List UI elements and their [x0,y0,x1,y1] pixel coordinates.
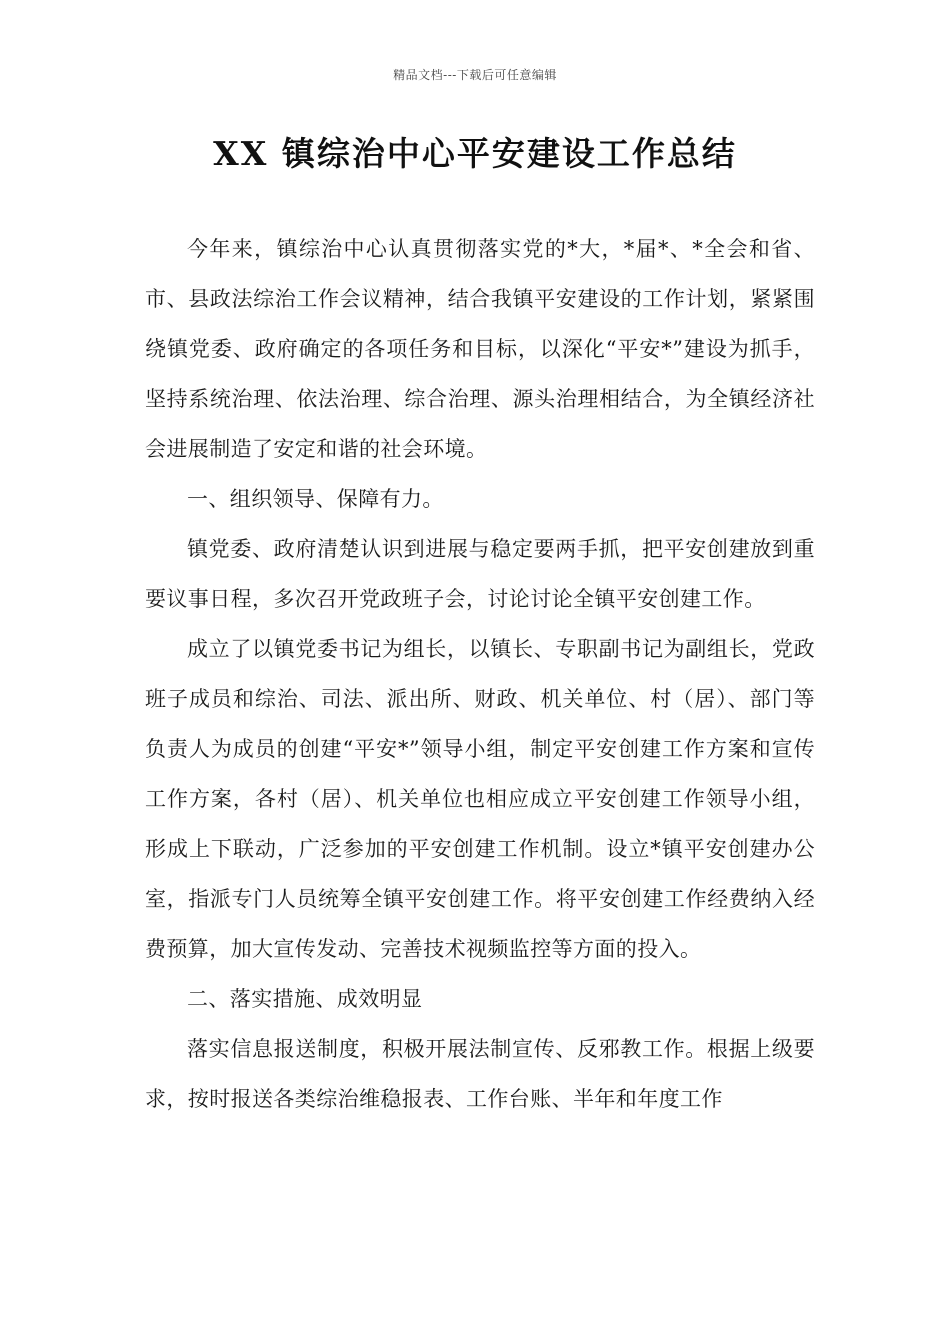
header-note: 精品文档---下载后可任意编辑 [393,68,557,82]
paragraph-section-1a: 镇党委、政府清楚认识到进展与稳定要两手抓，把平安创建放到重要议事日程，多次召开党政班子会，讨论讨论全镇平安创建工作。 [145,537,815,611]
section-heading-2: 二、落实措施、成效明显 [187,987,423,1011]
document-body [145,224,815,1124]
document-title: XX 镇综治中心平安建设工作总结 [213,134,737,173]
paragraph-section-1b: 成立了以镇党委书记为组长，以镇长、专职副书记为副组长，党政班子成员和综治、司法、派出所、财政、机关单位、村（居）、部门等负责人为成员的创建“平安*”领导小组，制定平安创建工作方案和宣传工作方案，各村（居）、机关单位也相应成立平安创建工作领导小组，形成上下联动，广泛参加的平安创建工作机制。设立*镇平安创建办公室，指派专门人员统筹全镇平安创建工作。将平安创建工作经费纳入经费预算，加大宣传发动、完善技术视频监控等方面的投入。 [145,637,815,961]
paragraph-intro: 今年来，镇综治中心认真贯彻落实党的*大，*届*、*全会和省、市、县政法综治工作会议精神，结合我镇平安建设的工作计划，紧紧围绕镇党委、政府确定的各项任务和目标，以深化“平安*”建设为抓手，坚持系统治理、依法治理、综合治理、源头治理相结合，为全镇经济社会进展制造了安定和谐的社会环境。 [145,237,815,461]
paragraph-section-2a: 落实信息报送制度，积极开展法制宣传、反邪教工作。根据上级要求，按时报送各类综治维稳报表、工作台账、半年和年度工作 [145,1037,815,1111]
section-heading-1: 一、组织领导、保障有力。 [187,487,444,511]
